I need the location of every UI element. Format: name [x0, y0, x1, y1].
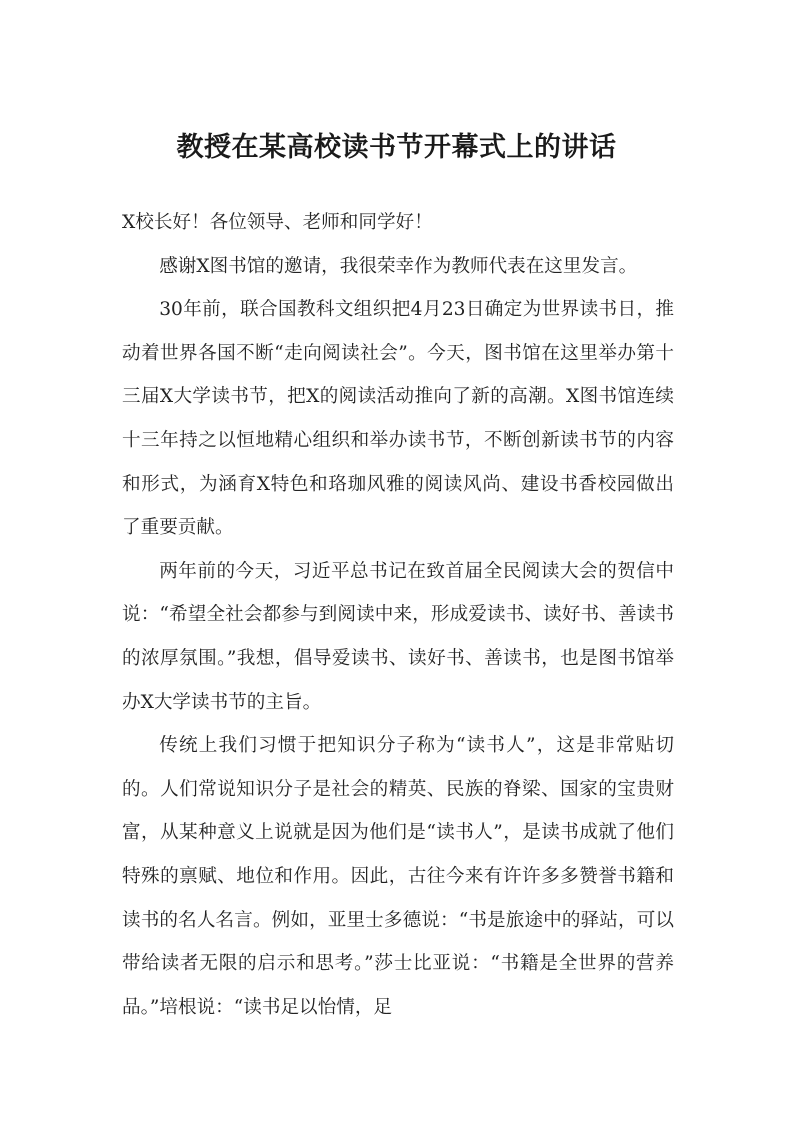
paragraph: 30年前，联合国教科文组织把4月23日确定为世界读书日，推动着世界各国不断“走向阅读社会”。今天，图书馆在这里举办第十三届X大学读书节，把X的阅读活动推向了新的高潮。X图书馆连续十三年持之以恒地精心组织和举办读书节，不断创新读书节的内容和形式，为涵育X特色和珞珈风雅的阅读风尚、建设书香校园做出了重要贡献。: [122, 299, 674, 539]
paragraph: 传统上我们习惯于把知识分子称为“读书人”，这是非常贴切的。人们常说知识分子是社会的精英、民族的脊梁、国家的宝贵财富，从某种意义上说就是因为他们是“读书人”，是读书成就了他们特殊的禀赋、地位和作用。因此，古往今来有许许多多赞誉书籍和读书的名人名言。例如，亚里士多德说：“书是旅途中的驿站，可以带给读者无限的启示和思考。”莎士比亚说：“书籍是全世界的营养品。”培根说：“读书足以怡情，足: [122, 735, 674, 1018]
salutation: X校长好！各位领导、老师和同学好！: [122, 212, 433, 233]
paragraph: 两年前的今天，习近平总书记在致首届全民阅读大会的贺信中说：“希望全社会都参与到阅读中来，形成爱读书、读好书、善读书的浓厚氛围。”我想，倡导爱读书、读好书、善读书，也是图书馆举办X大学读书节的主旨。: [122, 560, 674, 713]
paragraph: 感谢X图书馆的邀请，我很荣幸作为教师代表在这里发言。: [159, 255, 638, 277]
document-body: [122, 201, 674, 1029]
document-title: 教授在某高校读书节开幕式上的讲话: [176, 132, 617, 163]
